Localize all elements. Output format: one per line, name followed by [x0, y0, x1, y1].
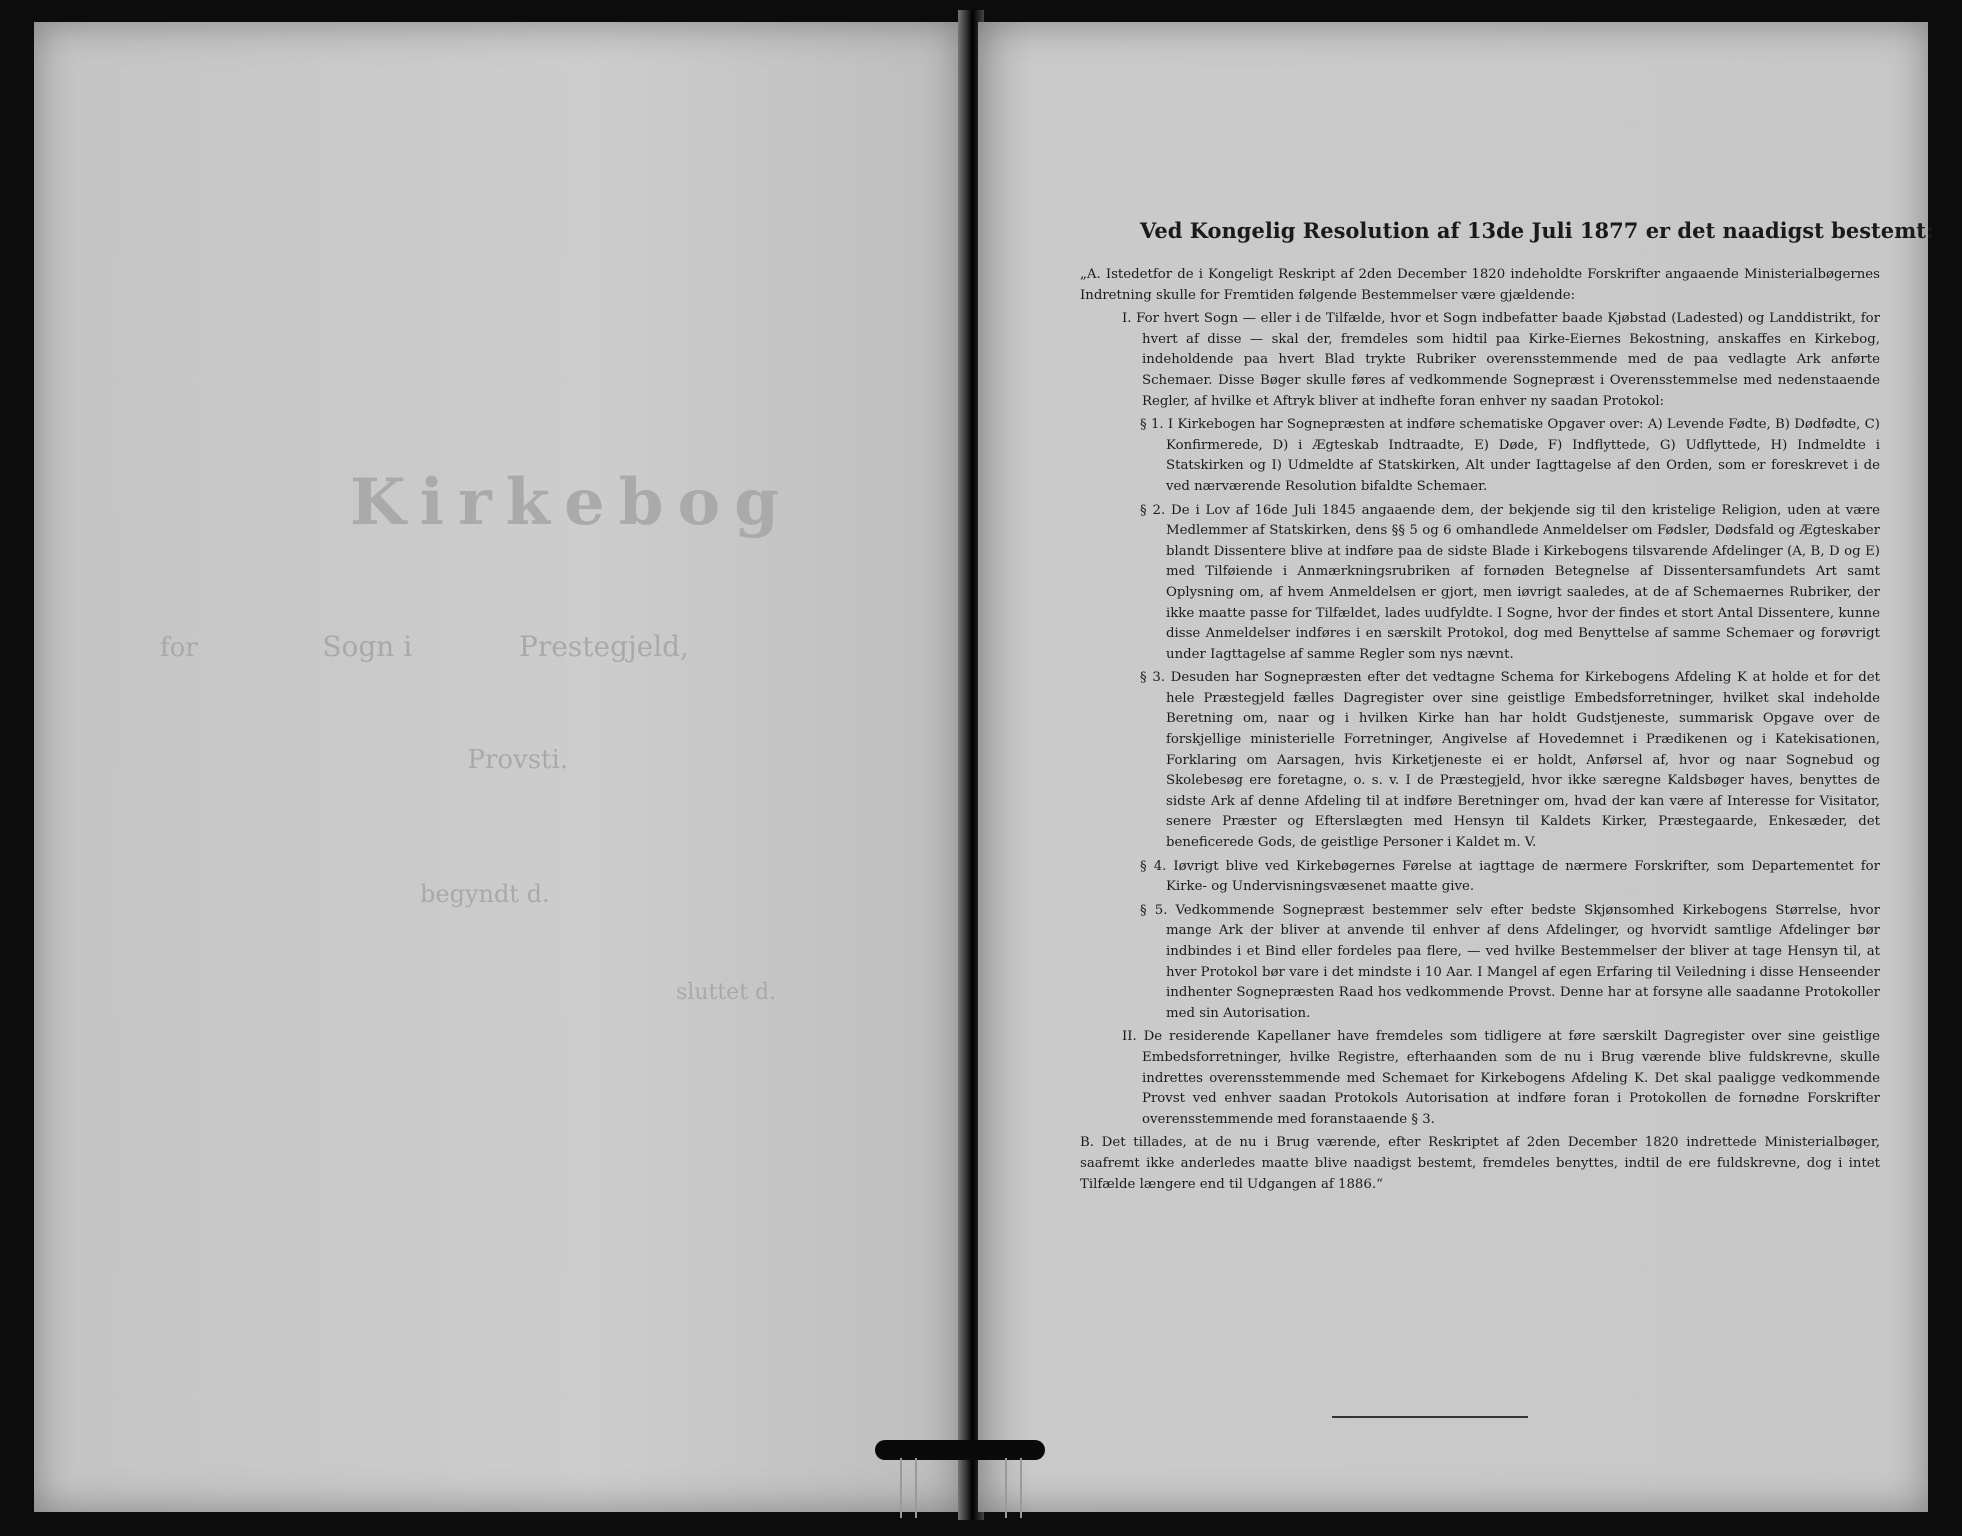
line-sluttet	[676, 980, 776, 1005]
handwritten-provsti	[360, 745, 459, 775]
binding-thread	[1020, 1458, 1022, 1518]
paragraph-1: § 1. I Kirkebogen har Sognepræsten at indføre schematiske Opgaver over: A) Levende Fødte, B) Dødfødte, C) Konfirmerede, D) i Ægteskab Indtraadte, E) Døde, F) Indflyttede, G) Udflyttede, H) Indmeldte i Statskirken og I) Udmeldte af Statskirken, Alt under Iagttagelse af den Orden, som er foreskrevet i de ved nærværende Resolution bifaldte Schemaer.	[1140, 417, 1880, 494]
item-ii: II. De residerende Kapellaner have fremdeles som tidligere at føre særskilt Dagregister over sine geistlige Embedsforretninger, hvilke Registre, efterhaanden som de nu i Brug værende blive fuldskrevne, skulle indrettes overensstemmende med Schemaet for Kirkebogens Afdeling K. Det skal paaligge vedkommende Provst ved enhver saadan Protokols Autorisation at indføre foran i Protokollen de fornødne Forskrifter overensstemmende med foranstaaende § 3.	[1122, 1029, 1880, 1127]
prestegjeld-suffix: Prestegjeld,	[519, 630, 689, 663]
provsti-suffix: Provsti.	[467, 745, 569, 775]
line-provsti	[360, 745, 568, 775]
for-prefix: for	[160, 633, 198, 663]
item-i: I. For hvert Sogn — eller i de Tilfælde, hvor et Sogn indbefatter baade Kjøbstad (Ladested) og Landdistrikt, for hvert af disse — skal der, fremdeles som hidtil paa Kirke-Eiernes Bekostning, anskaffes en Kirkebog, indeholdende paa hvert Blad trykte Rubriker overensstemmende med de paa vedlagte Ark anførte Schemaer. Disse Bøger skulle føres af vedkommende Sognepræst i Overensstemmelse med nedenstaaende Regler, af hvilke et Aftryk bliver at indhefte foran enhver ny saadan Protokol:	[1122, 311, 1880, 409]
binding-thread	[915, 1458, 917, 1518]
handwritten-parish	[207, 630, 314, 663]
handwritten-district	[421, 630, 510, 663]
paragraph-5: § 5. Vedkommende Sognepræst bestemmer selv efter bedste Skjønsomhed Kirkebogens Størrelse, hvor mange Ark der bliver at anvende til enhver af dens Afdelinger, og hvorvidt samtlige Afdelinger bør indbindes i et Bind eller fordeles paa flere, — ved hvilke Bestemmelser der bliver at tage Hensyn til, at hver Protokol bør vare i det mindste i 10 Aar. I Mangel af egen Erfaring til Veiledning i disse Henseender indhenter Sognepræsten Raad hos vedkommende Provst. Denne har at forsyne alle saadanne Protokoller med sin Autorisation.	[1140, 902, 1880, 1021]
binding-thread	[900, 1458, 902, 1518]
resolution-body	[1080, 265, 1880, 1198]
paragraph-2: § 2. De i Lov af 16de Juli 1845 angaaende dem, der bekjende sig til den kristelige Religion, uden at være Medlemmer af Statskirken, dens §§ 5 og 6 omhandlede Anmeldelser om Fødsler, Dødsfald og Ægteskaber blandt Dissentere blive at indføre paa de sidste Blade i Kirkebogens tilsvarende Afdelinger (A, B, D og E) med Tilføiende i Anmærkningsrubriken af fornøden Betegnelse af Dissentersamfundets Art samt Oplysning om, af hvem Anmeldelsen er gjort, men iøvrigt saaledes, at de af Schemaernes Rubriker, der ikke maatte passe for Tilfældet, lades uudfyldte. I Sogne, hvor der findes et stort Antal Dissentere, kunne disse Anmeldelser indføres i en særskilt Protokol, dog med Benyttelse af samme Schemaer og forøvrigt under Iagttagelse af samme Regler som nys nævnt.	[1140, 502, 1880, 662]
section-a: „A. Istedetfor de i Kongeligt Reskript af 2den December 1820 indeholdte Forskrifter angaaende Ministerialbøgernes Indretning skulle for Fremtiden følgende Bestemmelser være gjældende:	[1080, 267, 1880, 303]
sluttet-label: sluttet d.	[676, 980, 777, 1005]
binding-cord	[875, 1440, 1045, 1460]
binding-thread	[1005, 1458, 1007, 1518]
sogn-suffix: Sogn i	[322, 630, 413, 663]
paragraph-4: § 4. Iøvrigt blive ved Kirkebøgernes Førelse at iagttage de nærmere Forskrifter, som Departementet for Kirke- og Undervisningsvæsenet maatte give.	[1140, 858, 1880, 895]
paragraph-3: § 3. Desuden har Sognepræsten efter det vedtagne Schema for Kirkebogens Afdeling K at holde et for det hele Præstegjeld fælles Dagregister over sine geistlige Embedsforretninger, hvilket skal indeholde Beretning om, naar og i hvilken Kirke han har holdt Gudstjeneste, summarisk Opgave over de forskjellige ministerielle Forretninger, Angivelse af Hovedemnet i Prædikenen og i Katekisationen, Forklaring om Aarsagen, hvis Kirketjeneste ei er holdt, Anførsel af, hvor og naar Sognebud og Skolebesøg ere foretagne, o. s. v. I de Præstegjeld, hvor ikke særegne Kaldsbøger haves, benyttes de sidste Ark af denne Afdeling til at indføre Beretninger om, hvad der kan være af Interesse for Visitator, senere Præster og Efterslægten med Hensyn til Kaldets Kirker, Præstegaarde, Enkesæder, det beneficerede Gods, de geistlige Personer i Kaldet m. V.	[1140, 670, 1880, 851]
title-kirkebog: Kirkebog	[350, 465, 793, 540]
line-begyndt	[420, 880, 550, 908]
closing-rule	[1332, 1416, 1528, 1418]
line-for-sogn	[160, 630, 860, 663]
begyndt-label: begyndt d.	[420, 880, 550, 908]
resolution-heading: Ved Kongelig Resolution af 13de Juli 1877 er det naadigst bestemt:	[1140, 218, 1934, 243]
section-b: B. Det tillades, at de nu i Brug værende, efter Reskriptet af 2den December 1820 indrettede Ministerialbøger, saafremt ikke anderledes maatte blive naadigst bestemt, fremdeles benyttes, indtil de ere fuldskrevne, dog i intet Tilfælde længere end til Udgangen af 1886.“	[1080, 1135, 1880, 1192]
